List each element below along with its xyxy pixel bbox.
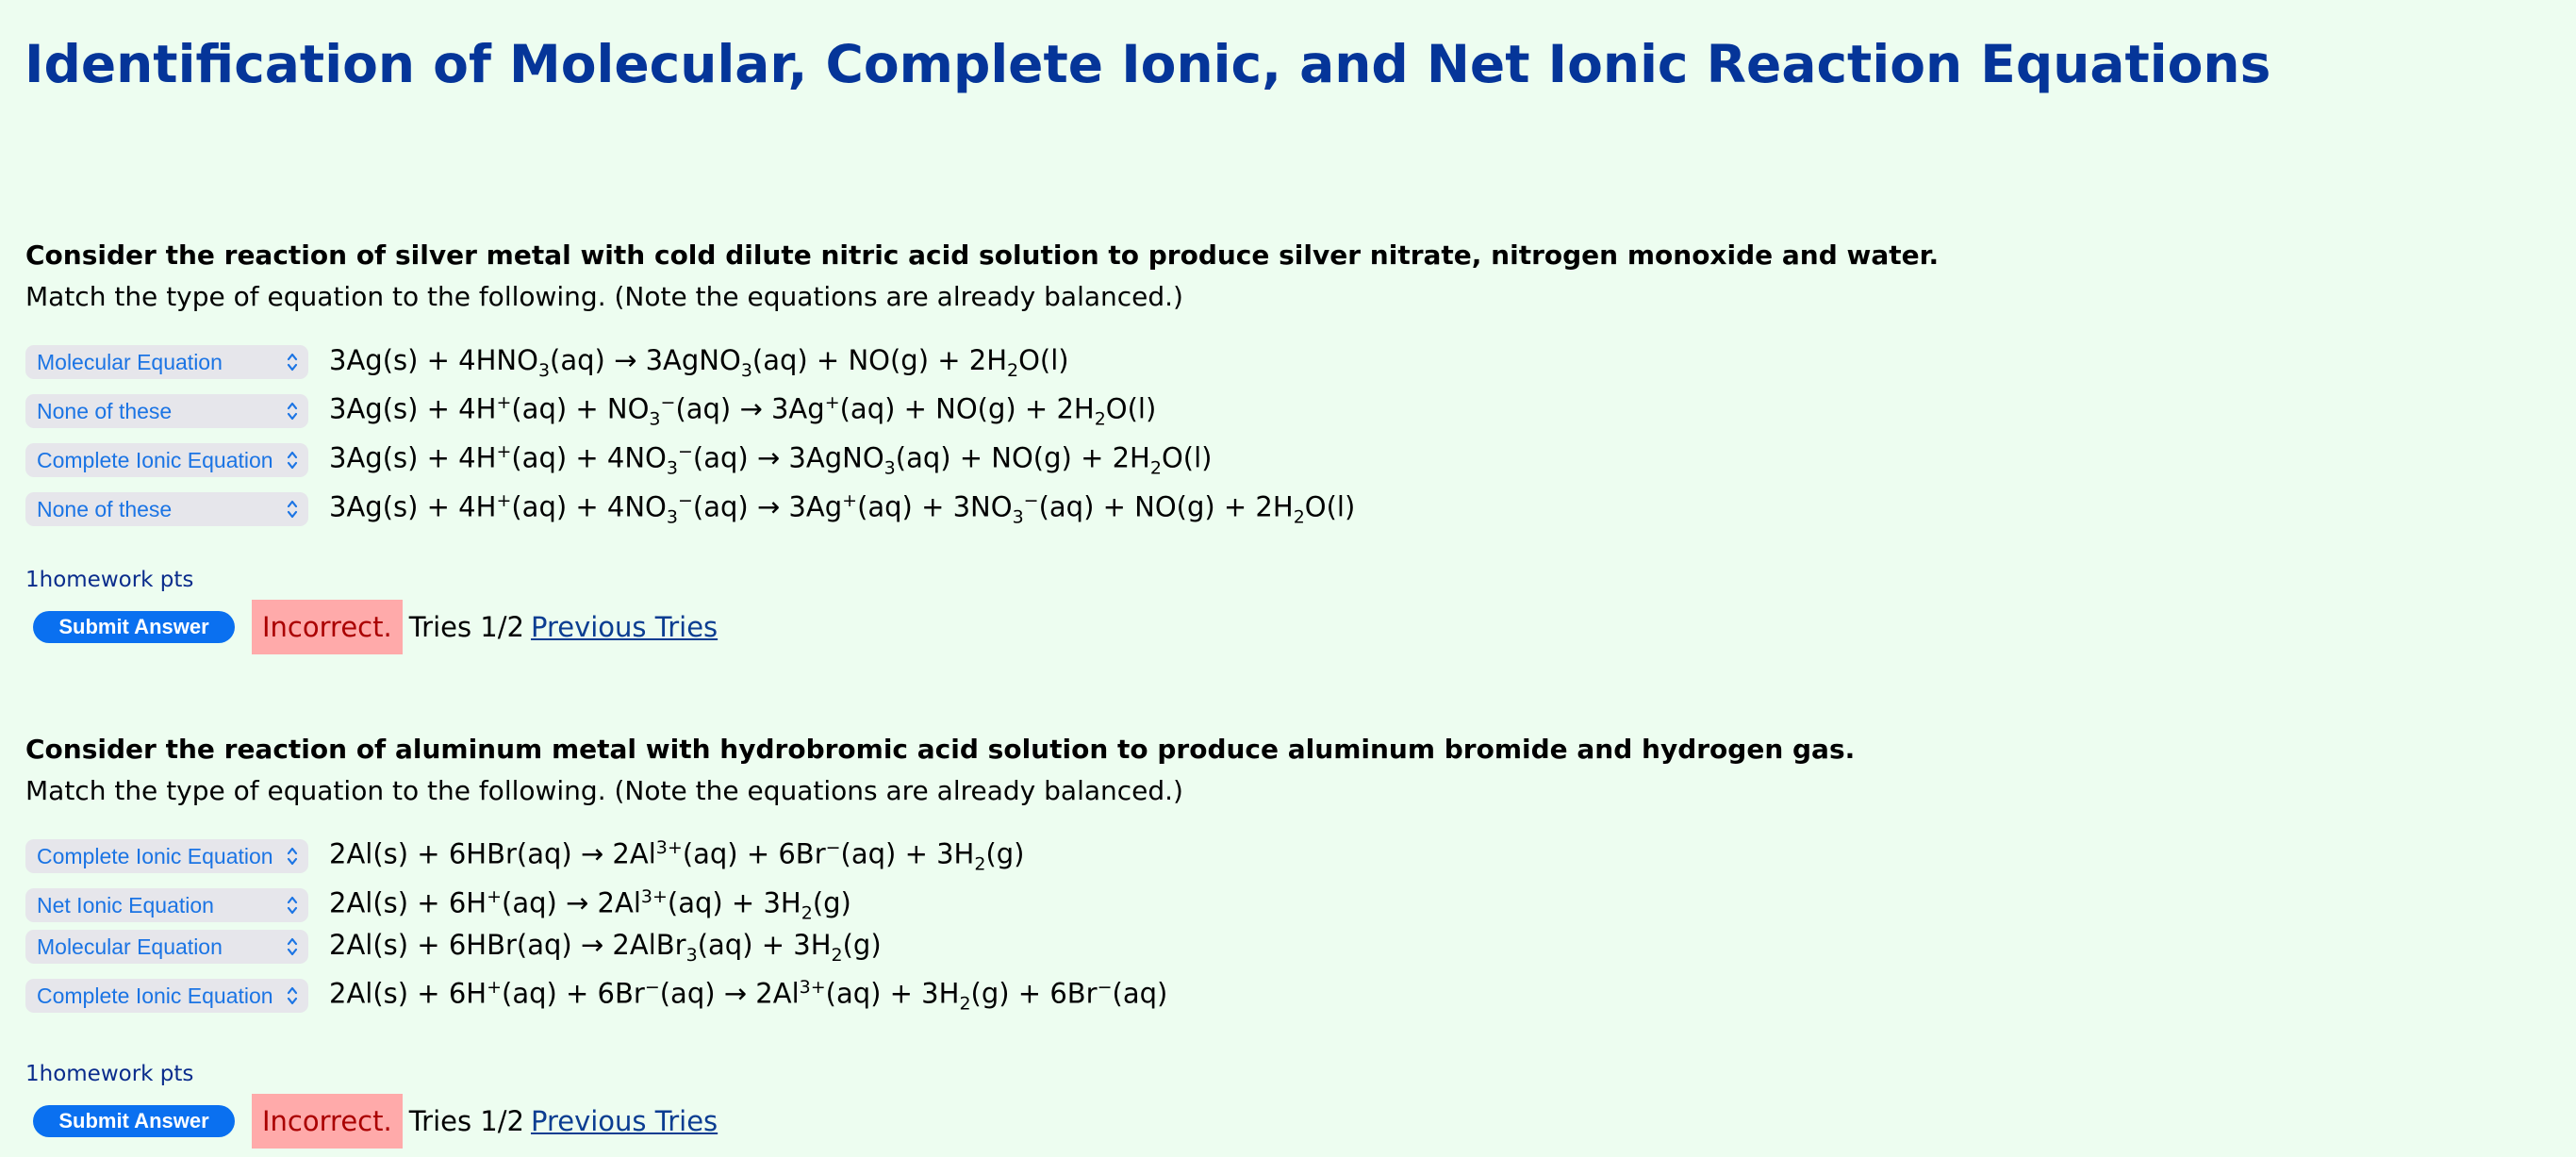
chevron-up-down-icon	[286, 497, 299, 521]
select-value: Molecular Equation	[37, 934, 223, 959]
chemical-equation: 2Al(s) + 6HBr(aq) → 2AlBr$_3$(aq) + $3H_2(g)$	[329, 928, 882, 966]
equation-type-select[interactable]	[25, 345, 308, 379]
problem-instructions: Match the type of equation to the following. (Note the equations are already balanced.)	[25, 775, 1183, 806]
chemical-equation: $2Al(s) + 6HBr(aq) \to 2Al^{3+}(aq) + 6Br^-(aq) + 3H_2(g)$	[329, 837, 1025, 875]
problem-stem: Consider the reaction of silver metal with cold dilute nitric acid solution to produce silver nitrate, nitrogen monoxide and water.	[25, 240, 1940, 271]
problem-stem: Consider the reaction of aluminum metal with hydrobromic acid solution to produce aluminum bromide and hydrogen gas.	[25, 734, 1856, 765]
tries-counter: Tries 1/2	[408, 611, 524, 643]
match-row	[25, 342, 1069, 382]
equation-type-select[interactable]	[25, 930, 308, 964]
match-row	[25, 391, 1156, 431]
select-value: Net Ionic Equation	[37, 892, 214, 917]
chemical-equation: $3Ag(s) + 4H^+(aq) + 4NO_3^-(aq) \to 3Ag^+(aq) + 3NO_3^-(aq) + NO(g) + 2H_2O(l)$	[329, 490, 1356, 528]
submit-answer-button[interactable]: Submit Answer	[33, 1105, 235, 1137]
chevron-up-down-icon	[286, 934, 299, 959]
equation-type-select[interactable]	[25, 888, 308, 922]
page-title: Identification of Molecular, Complete Ionic, and Net Ionic Reaction Equations	[25, 34, 2271, 94]
chevron-up-down-icon	[286, 893, 299, 917]
match-row	[25, 927, 882, 967]
chevron-up-down-icon	[286, 399, 299, 423]
chevron-up-down-icon	[286, 844, 299, 868]
select-value: Molecular Equation	[37, 349, 223, 374]
problem-1	[25, 239, 2524, 643]
select-value: Complete Ionic Equation	[37, 843, 273, 868]
select-value: None of these	[37, 398, 173, 423]
match-row	[25, 885, 851, 925]
problem-2	[25, 733, 2524, 1137]
submit-answer-button[interactable]: Submit Answer	[33, 611, 235, 643]
select-value: Complete Ionic Equation	[37, 447, 273, 472]
equation-type-select[interactable]	[25, 979, 308, 1013]
previous-tries-link[interactable]: Previous Tries	[530, 611, 718, 643]
chemical-equation: $2Al(s) + 6H^+(aq) \to 2Al^{3+}(aq) + 3H_2(g)$	[329, 886, 851, 924]
chevron-up-down-icon	[286, 448, 299, 472]
chemical-equation: $2Al(s) + 6H^+(aq) + 6Br^-(aq) \to 2Al^{3+}(aq) + 3H_2(g) + 6Br^-(aq)$	[329, 977, 1168, 1015]
match-row	[25, 836, 1025, 876]
tries-counter: Tries 1/2	[408, 1105, 524, 1137]
match-row	[25, 440, 1212, 480]
submit-row	[25, 1094, 718, 1149]
incorrect-badge: Incorrect.	[252, 600, 403, 654]
chevron-up-down-icon	[286, 983, 299, 1008]
points-label: 1homework pts	[25, 568, 194, 592]
equation-type-select[interactable]	[25, 492, 308, 526]
match-row	[25, 489, 1355, 529]
problem-instructions: Match the type of equation to the following. (Note the equations are already balanced.)	[25, 281, 1183, 312]
equation-type-select[interactable]	[25, 394, 308, 428]
points-label: 1homework pts	[25, 1062, 194, 1086]
equation-type-select[interactable]	[25, 443, 308, 477]
chemical-equation: $3Ag(s) + 4HNO_3(aq)$ → 3AgNO$_3$(aq) + $NO(g) + 2H_2O(l)$	[329, 343, 1069, 381]
previous-tries-link[interactable]: Previous Tries	[530, 1105, 718, 1137]
submit-row	[25, 600, 718, 654]
chemical-equation: $3Ag(s) + 4H^+(aq) + NO_3^-(aq) \to 3Ag^+(aq) + NO(g) + 2H_2O(l)$	[329, 392, 1157, 430]
match-row	[25, 976, 1167, 1016]
equation-type-select[interactable]	[25, 839, 308, 873]
chevron-up-down-icon	[286, 350, 299, 374]
chemical-equation: $3Ag(s) + 4H^+(aq) + 4NO_3^-(aq)$ → 3AgNO$_3$(aq) + $NO(g) + 2H_2O(l)$	[329, 441, 1213, 479]
incorrect-badge: Incorrect.	[252, 1094, 403, 1149]
select-value: None of these	[37, 496, 173, 521]
select-value: Complete Ionic Equation	[37, 983, 273, 1008]
